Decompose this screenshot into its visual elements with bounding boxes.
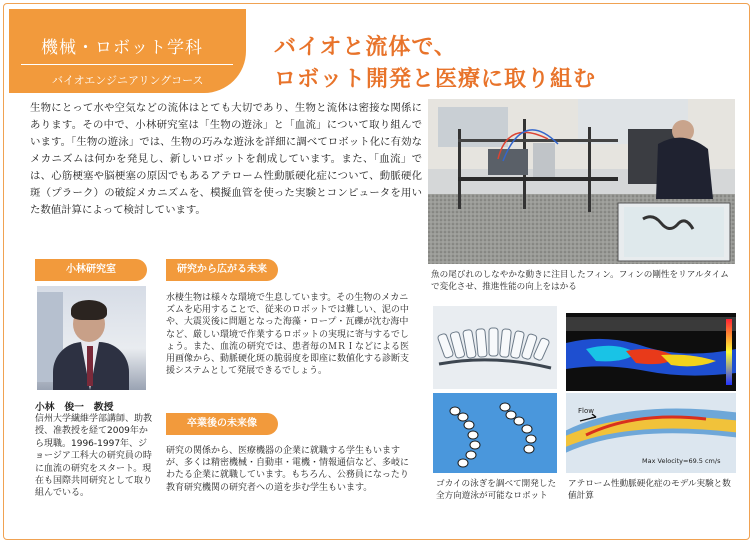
headline-line-2: ロボット開発と医療に取り組む [274,67,597,92]
atheroma-caption: アテローム性動脈硬化症のモデル実験と数値計算 [568,479,731,501]
intro-paragraph: 生物にとって水や空気などの流体はとても大切であり、生物と流体は密接な関係にあります。その中で、小林研究室は「生物の遊泳」と「血流」について取り組んでいます。「生物の遊泳」では、生物の巧みな遊泳を詳細に調べてロボット化に有効なメカニズムは何かを発見し、新しいロボットを創成しています。また、「血流」では、心筋梗塞や脳梗塞の原因でもあるアテローム性動脈硬化症について、動脈硬化斑（プラーク）の破綻メカニズムを、模擬血管を使った実験とコンピュータを用いた数値計算によって検討しています。 [30,102,422,216]
artery-model-figure [566,393,736,473]
after-graduation-tag: 卒業後の未来像 [166,413,278,435]
robot-photo-1 [433,306,557,389]
robot-photo-2 [433,393,557,473]
department-banner [9,9,246,93]
banner-divider [21,64,233,65]
blood-flow-image [566,313,736,391]
robot-caption: ゴカイの泳ぎを調べて開発した全方向遊泳が可能なロボット [436,479,557,501]
lab-tag: 小林研究室 [35,259,147,281]
professor-photo [37,286,146,390]
future-tag: 研究から広がる未来 [166,259,278,281]
max-velocity-label: Max Velocity=69.5 cm/s [642,457,721,465]
course-name: バイオエンジニアリングコース [52,74,204,87]
department-name: 機械・ロボット学科 [41,38,203,58]
photo-hair [71,300,107,320]
after-graduation-text: 研究の関係から、医療機器の企業に就職する学生もいますが、多くは精密機械・自動車・電機・情報通信など、多岐にわたる企業に就職しています。もちろん、公務員になったり教育研究機関の研究者への道を歩む学生もいます。 [166,446,410,493]
flow-label: Flow [578,407,594,415]
future-text: 水棲生物は様々な環境で生息しています。その生物のメカニズムを応用することで、従来のロボットでは難しい、泥の中や、大震災後に問題となった海藻・ロープ・瓦礫が沈む海中など、厳しい環境で作業するロボットの実現に寄与するでしょう。また、血流の研究では、患者毎のＭＲＩなどによる医用画像から、動脈硬化斑の脆弱度を即座に数値化する診断支援システムとして発展できるでしょう。 [166,293,410,377]
headline-line-1: バイオと流体で、 [274,35,457,60]
fin-caption: 魚の尾びれのしなやかな動きに注目したフィン。フィンの剛性をリアルタイムで変化させ、推進性能の向上をはかる [431,270,729,292]
lab-experiment-photo [428,99,735,264]
professor-name: 小林 俊一 教授 [35,402,114,413]
professor-bio: 信州大学繊維学部講師、助教授、准教授を経て2009年から現職。1996-1997年、ジョージア工科大の研究員の時に血流の研究をスタート。現在も国際共同研究として取り組んでいる。 [35,414,153,499]
photo-tie [87,346,93,386]
